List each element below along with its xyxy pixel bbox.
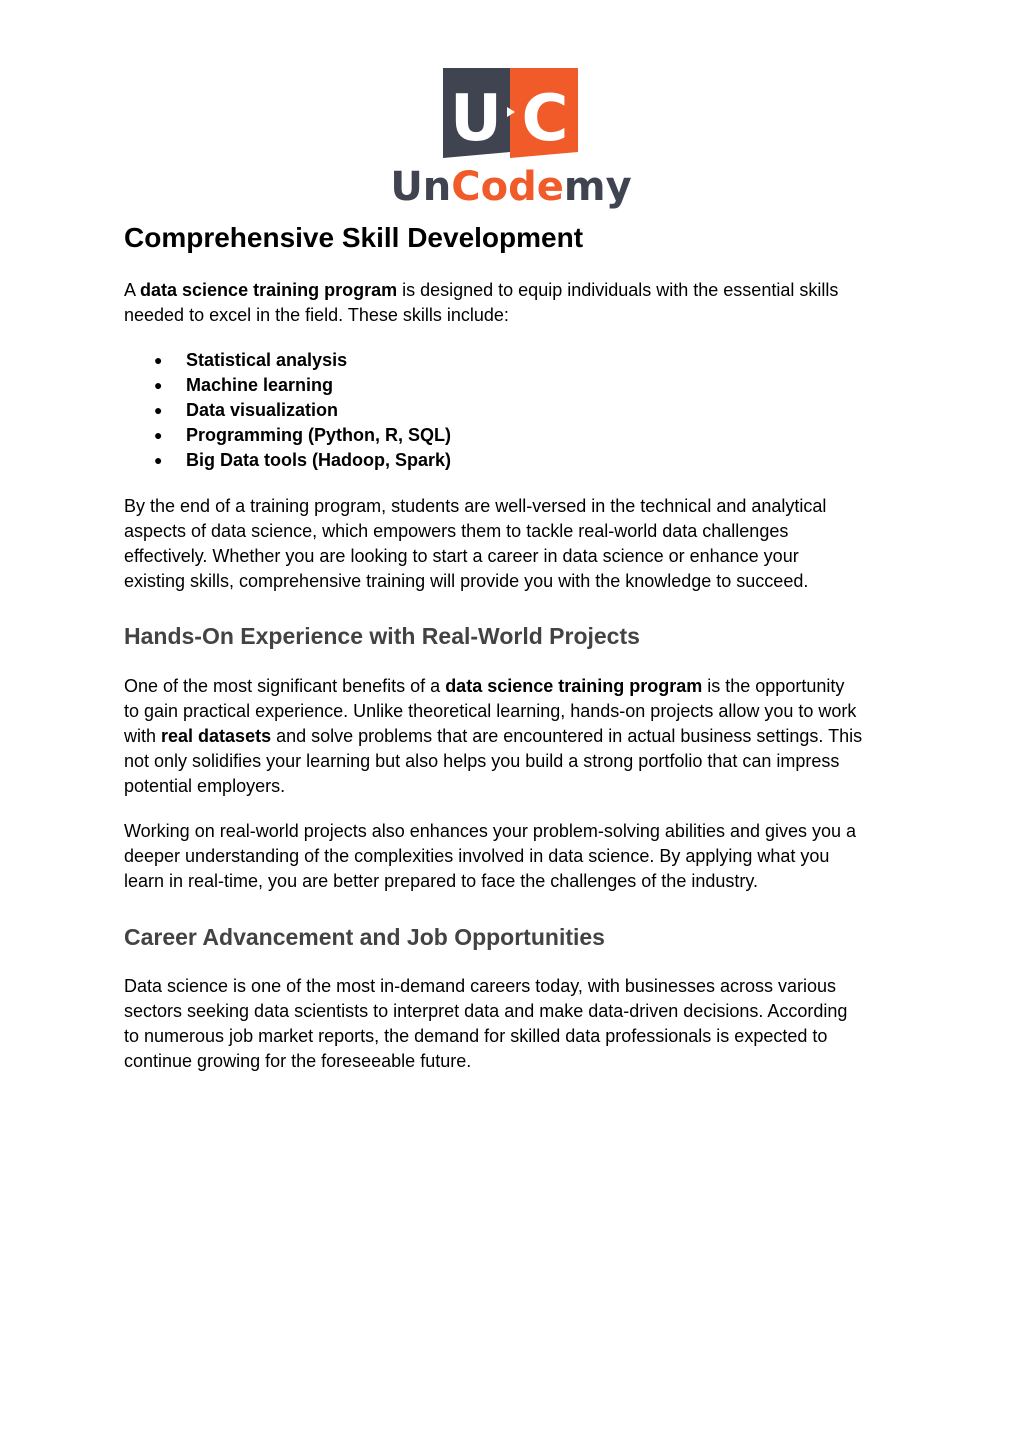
- bullet: ●: [154, 352, 163, 368]
- hands-on-paragraph-2: [124, 819, 914, 894]
- skills-list: [124, 348, 914, 473]
- logo-wordmark: [390, 164, 631, 210]
- skill-label: Big Data tools (Hadoop, Spark): [186, 450, 452, 470]
- uncodemy-logo-graphic: [390, 64, 632, 210]
- summary-line: aspects of data science, which empowers them to tackle real-world data challenges: [124, 521, 789, 541]
- section-heading-hands-on: Hands-On Experience with Real-World Projects: [124, 623, 640, 649]
- paragraph-line: to gain practical experience. Unlike theoretical learning, hands-on projects allow you to work: [124, 701, 857, 721]
- list-item: [124, 373, 914, 398]
- text-run: One of the most significant benefits of a: [124, 676, 446, 696]
- skill-label: Data visualization: [186, 400, 339, 420]
- skill-label: Machine learning: [186, 375, 334, 395]
- bullet: ●: [154, 377, 163, 393]
- list-item: [124, 423, 914, 448]
- paragraph-line: deeper understanding of the complexities involved in data science. By applying what you: [124, 846, 830, 866]
- intro-line-2: needed to excel in the field. These skills include:: [124, 305, 509, 325]
- paragraph-line: learn in real-time, you are better prepared to face the challenges of the industry.: [124, 871, 759, 891]
- paragraph-line: [124, 674, 914, 699]
- hands-on-paragraph-1: [124, 674, 914, 799]
- text-run: is the opportunity: [702, 676, 845, 696]
- logo-wordmark-my: my: [563, 164, 632, 210]
- uncodemy-logo: [390, 64, 632, 210]
- logo-monogram-u: U: [450, 82, 502, 156]
- summary-line: effectively. Whether you are looking to start a career in data science or enhance your: [124, 546, 799, 566]
- bold-term: data science training program: [445, 676, 703, 696]
- bullet: ●: [154, 402, 163, 418]
- logo-wordmark-code: Code: [451, 164, 564, 210]
- list-item: [124, 348, 914, 373]
- bullet: ●: [154, 427, 163, 443]
- section-career: [124, 921, 914, 953]
- career-paragraph: [124, 974, 914, 1074]
- paragraph-line: continue growing for the foreseeable future.: [124, 1051, 472, 1071]
- bullet: ●: [154, 452, 163, 468]
- text-run: and solve problems that are encountered in actual business settings. This: [271, 726, 863, 746]
- summary-line: By the end of a training program, students are well-versed in the technical and analytical: [124, 496, 827, 516]
- intro-pre: A: [124, 280, 141, 300]
- paragraph-line: [124, 724, 914, 749]
- summary-paragraph: [124, 494, 914, 594]
- intro-paragraph: [124, 278, 914, 328]
- section-hands-on: [124, 620, 914, 652]
- paragraph-line: sectors seeking data scientists to interpret data and make data-driven decisions. According: [124, 1001, 848, 1021]
- section-heading-career: Career Advancement and Job Opportunities: [124, 924, 605, 950]
- intro-bold-term: data science training program: [140, 280, 398, 300]
- logo-wordmark-un: Un: [390, 164, 452, 210]
- paragraph-line: Working on real-world projects also enhances your problem-solving abilities and gives you a: [124, 821, 857, 841]
- skill-label: Programming (Python, R, SQL): [186, 425, 452, 445]
- skill-label: Statistical analysis: [186, 350, 348, 370]
- bold-term: real datasets: [161, 726, 272, 746]
- intro-line-1: [124, 278, 914, 303]
- page-title: Comprehensive Skill Development: [124, 222, 584, 253]
- logo-monogram-c: C: [521, 82, 569, 156]
- paragraph-line: to numerous job market reports, the demand for skilled data professionals is expected to: [124, 1026, 828, 1046]
- text-run: with: [124, 726, 162, 746]
- list-item: [124, 398, 914, 423]
- paragraph-line: Data science is one of the most in-demand careers today, with businesses across various: [124, 976, 837, 996]
- list-item: [124, 448, 914, 473]
- paragraph-line: not only solidifies your learning but also helps you build a strong portfolio that can impress: [124, 751, 840, 771]
- paragraph-line: potential employers.: [124, 776, 286, 796]
- summary-line: existing skills, comprehensive training will provide you with the knowledge to succeed.: [124, 571, 809, 591]
- intro-line-1-rest: is designed to equip individuals with the essential skills: [397, 280, 839, 300]
